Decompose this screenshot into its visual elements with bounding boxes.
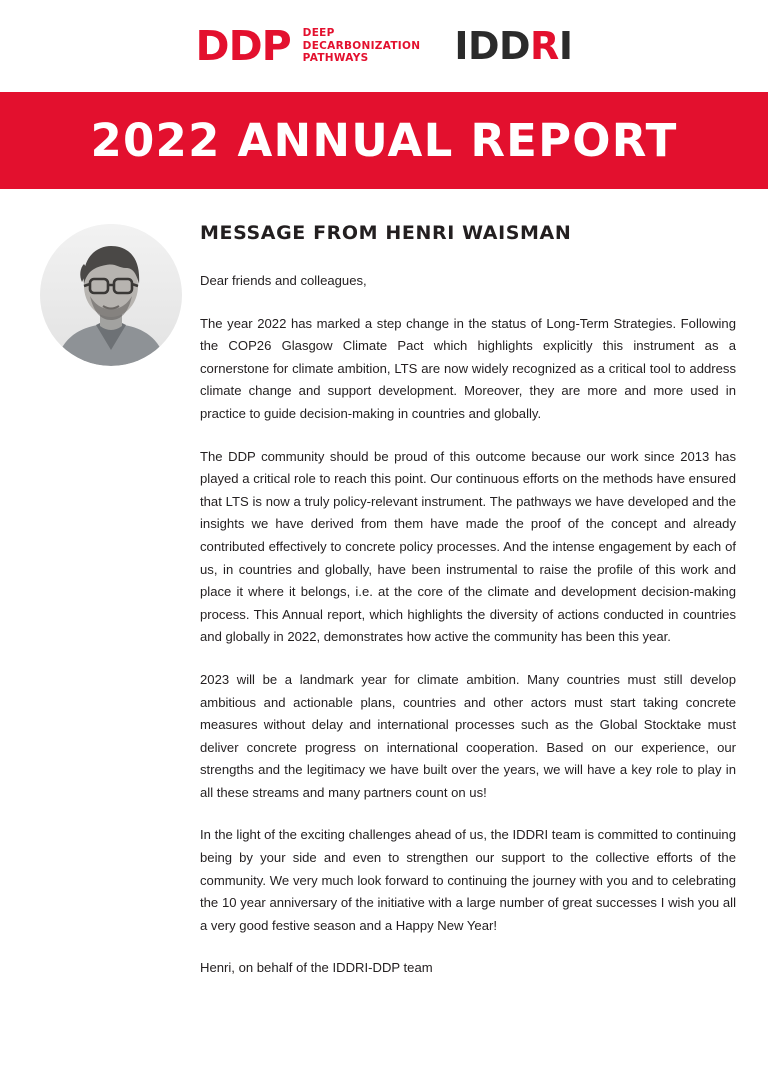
- message-heading: MESSAGE FROM HENRI WAISMAN: [200, 222, 572, 244]
- message-paragraph: Dear friends and colleagues,: [200, 273, 367, 288]
- iddri-logo-part-3: I: [558, 24, 573, 68]
- iddri-logo: [454, 24, 573, 68]
- message-section: [0, 189, 768, 980]
- iddri-logo-part-2: R: [530, 24, 559, 68]
- portrait-photo-icon: [40, 224, 182, 366]
- ddp-logo-wordmark: [303, 27, 421, 65]
- ddp-word-line-3: PATHWAYS: [302, 52, 369, 65]
- report-title-band: [0, 92, 768, 189]
- page-title: 2022 ANNUAL REPORT: [90, 114, 678, 167]
- message-signature: Henri, on behalf of the IDDRI-DDP team: [200, 960, 433, 976]
- message-text-column: [200, 222, 746, 980]
- message-paragraph: The DDP community should be proud of this outcome because our work since 2013 has played a critical role to reach this point. Our continuous efforts on the methods have ensured that LTS is now a truly policy-relevant instrument. The pathways we have developed and the insights we have derived from them have made the proof of the concept and already contributed effectively to concrete policy processes. And the intense engagement by each of us, in countries and globally, have been instrumental to raise the profile of this work and place it where it belongs, i.e. at the core of the climate and development decision-making process. This Annual report, which highlights the diversity of actions conducted in countries and globally in 2022, demonstrates how active the community has been this year.: [200, 448, 736, 645]
- message-paragraph: 2023 will be a landmark year for climate ambition. Many countries must still develop ambitious and actionable plans, countries and other actors must start taking concrete measures without delay and international processes such as the Global Stocktake must deliver concrete progress on international cooperation. Based on our experience, our strengths and the legitimacy we have built over the years, we will have a key role to play in all these streams and many partners count on us!: [200, 671, 736, 800]
- ddp-word-line-1: DEEP: [302, 27, 335, 40]
- avatar: [40, 224, 182, 366]
- ddp-logo: [195, 21, 421, 70]
- portrait-column: [22, 222, 200, 980]
- message-paragraph: In the light of the exciting challenges ahead of us, the IDDRI team is committed to continuing being by your side and even to strengthen our support to the collective efforts of the community. We very much look forward to continuing the journey with you and to celebrating the 10 year anniversary of the initiative with a large number of great successes I wish you all a very good festive season and a Happy New Year!: [200, 827, 736, 933]
- iddri-logo-part-1: IDD: [454, 24, 531, 68]
- message-paragraph: The year 2022 has marked a step change in the status of Long-Term Strategies. Following the COP26 Glasgow Climate Pact which highlights explicitly this instrument as a cornerstone for climate ambition, LTS are now widely recognized as a critical tool to address climate change and support development. Moreover, they are more and more used in practice to guide decision-making in countries and globally.: [200, 315, 736, 421]
- logo-bar: [0, 0, 768, 92]
- ddp-logo-mark: DDP: [195, 21, 291, 70]
- ddp-word-line-2: DECARBONIZATION: [302, 39, 421, 52]
